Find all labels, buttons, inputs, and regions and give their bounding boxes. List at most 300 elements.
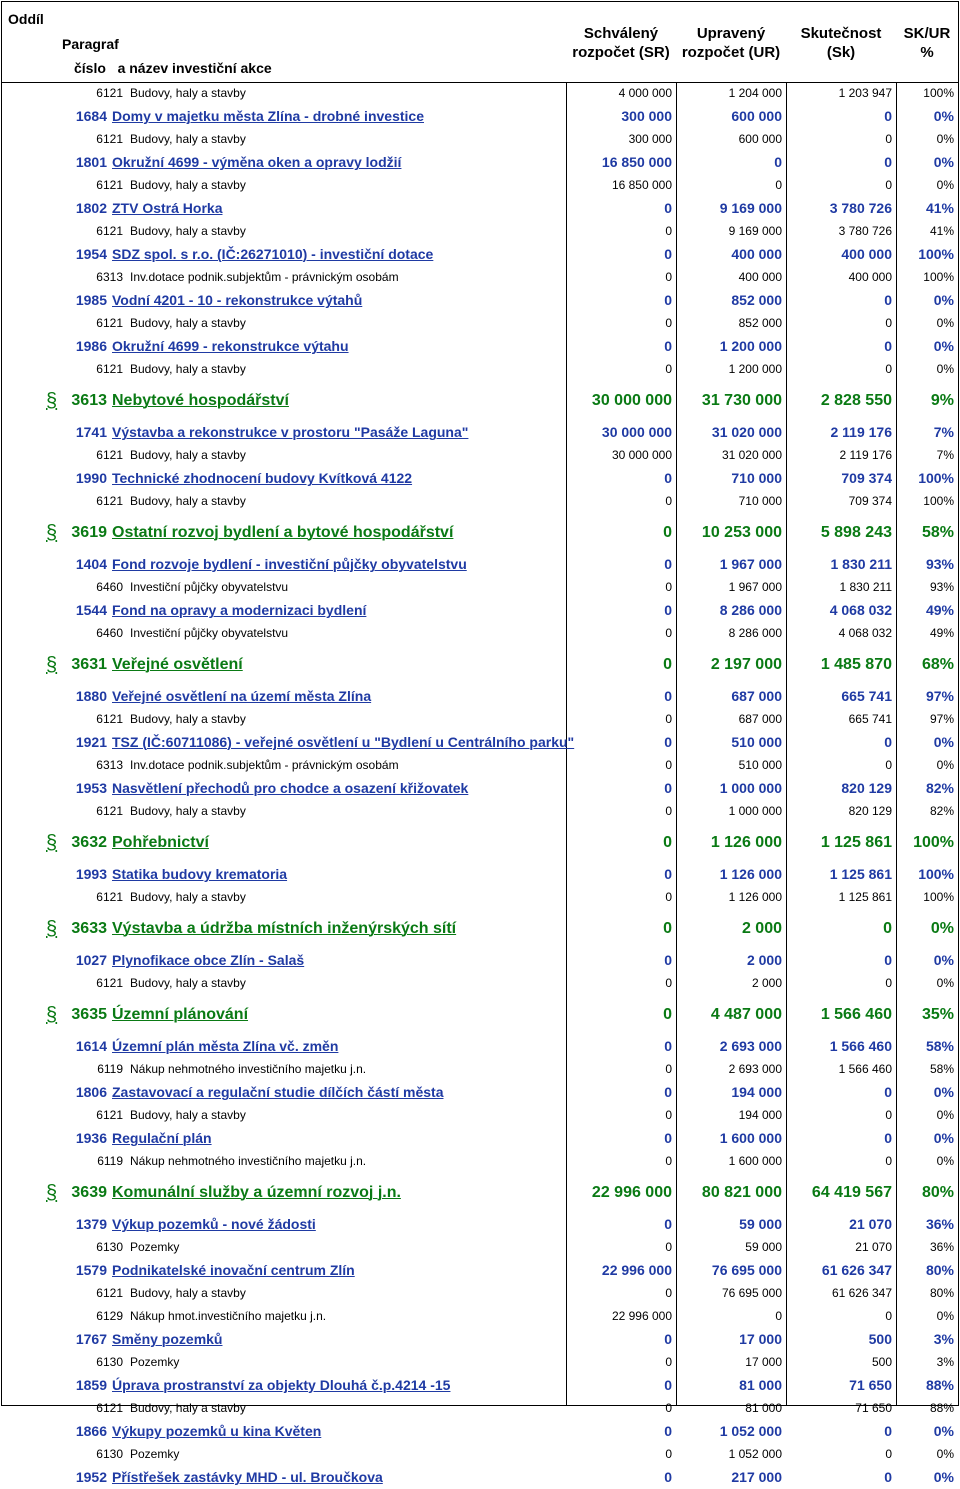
row-code: 6119 bbox=[97, 1154, 123, 1168]
row-name: Pozemky bbox=[130, 1240, 180, 1254]
project-row bbox=[2, 1466, 958, 1489]
cell-pct: 80% bbox=[921, 1184, 954, 1201]
cell-sr: 0 bbox=[664, 1084, 672, 1100]
item-row bbox=[2, 174, 958, 197]
cell-sk: 71 650 bbox=[849, 1377, 892, 1393]
section-icon: § bbox=[46, 522, 58, 544]
cell-ur: 31 020 000 bbox=[711, 424, 782, 440]
cell-pct: 7% bbox=[933, 424, 954, 440]
cell-pct: 0% bbox=[936, 1447, 954, 1461]
cell-sr: 0 bbox=[663, 524, 672, 541]
cell-sr: 300 000 bbox=[628, 132, 672, 146]
row-code: 6121 bbox=[96, 178, 123, 192]
row-name: Fond na opravy a modernizaci bydlení bbox=[112, 602, 367, 618]
row-name: Budovy, haly a stavby bbox=[130, 976, 246, 990]
cell-ur: 1 967 000 bbox=[728, 580, 782, 594]
cell-sr: 0 bbox=[664, 688, 672, 704]
cell-ur: 76 695 000 bbox=[711, 1262, 782, 1278]
cell-pct: 9% bbox=[930, 392, 954, 409]
cell-sk: 0 bbox=[884, 952, 892, 968]
cell-sr: 0 bbox=[665, 804, 672, 818]
cell-sr: 0 bbox=[664, 952, 672, 968]
cell-sr: 0 bbox=[665, 1240, 672, 1254]
item-row bbox=[2, 800, 958, 823]
cell-sk: 0 bbox=[884, 338, 892, 354]
row-name: Nasvětlení přechodů pro chodce a osazení křižovatek bbox=[112, 780, 469, 796]
cell-sk: 0 bbox=[884, 1130, 892, 1146]
project-row bbox=[2, 863, 958, 886]
paragraph-row bbox=[2, 381, 958, 421]
cell-sr: 0 bbox=[665, 316, 672, 330]
cell-ur: 1 967 000 bbox=[719, 556, 782, 572]
cell-pct: 97% bbox=[929, 712, 954, 726]
row-name: Územní plán města Zlína vč. změn bbox=[112, 1038, 339, 1054]
cell-sr: 0 bbox=[665, 976, 672, 990]
cell-ur: 9 169 000 bbox=[728, 224, 782, 238]
cell-ur: 76 695 000 bbox=[721, 1286, 782, 1300]
cell-pct: 0% bbox=[936, 976, 954, 990]
row-name: Technické zhodnocení budovy Kvítková 4122 bbox=[112, 470, 413, 486]
row-name: Územní plánování bbox=[112, 1006, 249, 1023]
row-name: Výstavba a údržba místních inženýrských sítí bbox=[112, 920, 457, 937]
cell-sr: 0 bbox=[665, 1154, 672, 1168]
cell-pct: 0% bbox=[936, 362, 954, 376]
cell-sr: 0 bbox=[664, 1423, 672, 1439]
cell-sr: 0 bbox=[665, 758, 672, 772]
header-sr-line1: Schválený bbox=[583, 25, 659, 42]
cell-sr: 0 bbox=[665, 1355, 672, 1369]
row-code: 1990 bbox=[75, 470, 107, 486]
cell-ur: 1 052 000 bbox=[719, 1423, 782, 1439]
cell-pct: 93% bbox=[925, 556, 954, 572]
cell-sk: 0 bbox=[884, 1423, 892, 1439]
cell-ur: 194 000 bbox=[731, 1084, 782, 1100]
row-code: 6129 bbox=[96, 1309, 123, 1323]
paragraph-row bbox=[2, 823, 958, 863]
paragraph-row bbox=[2, 995, 958, 1035]
project-row bbox=[2, 151, 958, 174]
cell-ur: 2 000 bbox=[751, 976, 782, 990]
row-code: 1579 bbox=[75, 1262, 107, 1278]
row-name: Budovy, haly a stavby bbox=[130, 712, 246, 726]
cell-sk: 400 000 bbox=[848, 270, 892, 284]
project-row bbox=[2, 1328, 958, 1351]
project-row bbox=[2, 553, 958, 576]
row-name: Směny pozemků bbox=[112, 1331, 223, 1347]
row-name: Budovy, haly a stavby bbox=[130, 178, 246, 192]
cell-pct: 58% bbox=[925, 1038, 954, 1054]
cell-sr: 22 996 000 bbox=[591, 1184, 672, 1201]
cell-sr: 30 000 000 bbox=[591, 392, 672, 409]
cell-sk: 0 bbox=[885, 316, 892, 330]
cell-sk: 1 203 947 bbox=[838, 86, 892, 100]
cell-sk: 64 419 567 bbox=[811, 1184, 892, 1201]
cell-pct: 68% bbox=[921, 656, 954, 673]
row-code: 3613 bbox=[71, 392, 107, 409]
row-code: 3619 bbox=[71, 524, 107, 541]
cell-pct: 0% bbox=[933, 1130, 954, 1146]
row-name: Budovy, haly a stavby bbox=[130, 494, 246, 508]
project-row bbox=[2, 335, 958, 358]
cell-sk: 500 bbox=[868, 1331, 892, 1347]
cell-ur: 600 000 bbox=[731, 108, 782, 124]
cell-ur: 17 000 bbox=[739, 1331, 782, 1347]
row-code: 1993 bbox=[75, 866, 107, 882]
cell-pct: 0% bbox=[933, 1084, 954, 1100]
row-name: Budovy, haly a stavby bbox=[130, 224, 246, 238]
cell-sk: 3 780 726 bbox=[829, 200, 892, 216]
cell-sr: 0 bbox=[665, 1401, 672, 1415]
row-name: Podnikatelské inovační centrum Zlín bbox=[112, 1262, 355, 1278]
item-row bbox=[2, 1351, 958, 1374]
cell-sk: 1 485 870 bbox=[820, 656, 892, 673]
cell-pct: 82% bbox=[925, 780, 954, 796]
row-code: 6460 bbox=[96, 580, 123, 594]
cell-sk: 4 068 032 bbox=[829, 602, 892, 618]
cell-ur: 217 000 bbox=[731, 1469, 782, 1485]
cell-sk: 820 129 bbox=[848, 804, 892, 818]
row-code: 1953 bbox=[75, 780, 107, 796]
cell-ur: 1 000 000 bbox=[728, 804, 782, 818]
cell-pct: 36% bbox=[929, 1240, 954, 1254]
cell-ur: 710 000 bbox=[738, 494, 782, 508]
cell-sr: 0 bbox=[665, 494, 672, 508]
project-row bbox=[2, 105, 958, 128]
cell-pct: 93% bbox=[929, 580, 954, 594]
cell-sk: 400 000 bbox=[841, 246, 892, 262]
cell-ur: 1 052 000 bbox=[728, 1447, 782, 1461]
header-sk-line1: Skutečnost bbox=[800, 25, 882, 42]
cell-ur: 1 200 000 bbox=[719, 338, 782, 354]
cell-ur: 59 000 bbox=[739, 1216, 782, 1232]
cell-sr: 0 bbox=[665, 1062, 672, 1076]
row-code: 6121 bbox=[96, 316, 123, 330]
cell-sk: 0 bbox=[884, 734, 892, 750]
cell-sk: 3 780 726 bbox=[838, 224, 892, 238]
cell-sk: 0 bbox=[884, 108, 892, 124]
cell-sk: 0 bbox=[884, 1084, 892, 1100]
row-code: 1936 bbox=[75, 1130, 107, 1146]
item-row bbox=[2, 444, 958, 467]
cell-sr: 0 bbox=[664, 338, 672, 354]
cell-ur: 1 600 000 bbox=[728, 1154, 782, 1168]
project-row bbox=[2, 421, 958, 444]
cell-ur: 852 000 bbox=[731, 292, 782, 308]
project-row bbox=[2, 289, 958, 312]
cell-ur: 31 730 000 bbox=[701, 392, 782, 409]
cell-sr: 0 bbox=[664, 292, 672, 308]
cell-ur: 2 197 000 bbox=[710, 656, 782, 673]
row-code: 6130 bbox=[96, 1447, 123, 1461]
row-name: Budovy, haly a stavby bbox=[130, 1286, 246, 1300]
row-code: 1921 bbox=[75, 734, 107, 750]
cell-pct: 0% bbox=[936, 758, 954, 772]
row-code: 3632 bbox=[71, 834, 107, 851]
cell-pct: 36% bbox=[925, 1216, 954, 1232]
row-name: Budovy, haly a stavby bbox=[130, 316, 246, 330]
cell-pct: 58% bbox=[921, 524, 954, 541]
cell-sk: 0 bbox=[884, 154, 892, 170]
row-name: Regulační plán bbox=[112, 1130, 212, 1146]
cell-pct: 88% bbox=[925, 1377, 954, 1393]
row-name: Budovy, haly a stavby bbox=[130, 1401, 246, 1415]
row-code: 1379 bbox=[75, 1216, 107, 1232]
cell-pct: 0% bbox=[930, 920, 954, 937]
cell-ur: 510 000 bbox=[731, 734, 782, 750]
cell-sr: 22 996 000 bbox=[611, 1309, 672, 1323]
cell-sk: 0 bbox=[883, 920, 892, 937]
cell-ur: 81 000 bbox=[739, 1377, 782, 1393]
cell-ur: 710 000 bbox=[731, 470, 782, 486]
cell-ur: 1 126 000 bbox=[719, 866, 782, 882]
project-row bbox=[2, 777, 958, 800]
cell-pct: 80% bbox=[929, 1286, 954, 1300]
project-row bbox=[2, 197, 958, 220]
budget-table bbox=[1, 1, 959, 1485]
cell-sk: 0 bbox=[885, 362, 892, 376]
section-icon: § bbox=[46, 832, 58, 854]
cell-sk: 1 566 460 bbox=[820, 1006, 892, 1023]
cell-sr: 16 850 000 bbox=[611, 178, 672, 192]
row-name: TSZ (IČ:60711086) - veřejné osvětlení u "Bydlení u Centrálního parku" bbox=[112, 734, 575, 750]
project-row bbox=[2, 731, 958, 754]
project-row bbox=[2, 1420, 958, 1443]
row-code: 1880 bbox=[75, 688, 107, 704]
cell-pct: 0% bbox=[933, 1423, 954, 1439]
cell-sk: 1 566 460 bbox=[838, 1062, 892, 1076]
cell-pct: 100% bbox=[918, 470, 954, 486]
item-row bbox=[2, 972, 958, 995]
cell-pct: 49% bbox=[925, 602, 954, 618]
cell-sk: 0 bbox=[885, 1108, 892, 1122]
row-name: Inv.dotace podnik.subjektům - právnickým osobám bbox=[130, 270, 399, 284]
paragraph-row bbox=[2, 513, 958, 553]
row-name: SDZ spol. s r.o. (IČ:26271010) - investiční dotace bbox=[112, 246, 434, 262]
cell-sr: 0 bbox=[664, 1331, 672, 1347]
cell-sk: 2 828 550 bbox=[820, 392, 892, 409]
cell-sr: 0 bbox=[665, 580, 672, 594]
row-code: 1952 bbox=[75, 1469, 107, 1485]
cell-sk: 4 068 032 bbox=[838, 626, 892, 640]
row-code: 6121 bbox=[96, 448, 123, 462]
cell-ur: 600 000 bbox=[738, 132, 782, 146]
cell-ur: 2 000 bbox=[741, 920, 782, 937]
project-row bbox=[2, 599, 958, 622]
cell-sk: 1 566 460 bbox=[829, 1038, 892, 1054]
item-row bbox=[2, 220, 958, 243]
cell-sk: 500 bbox=[871, 1355, 892, 1369]
cell-pct: 7% bbox=[936, 448, 954, 462]
row-code: 6121 bbox=[96, 1286, 123, 1300]
cell-pct: 100% bbox=[923, 890, 954, 904]
cell-ur: 9 169 000 bbox=[719, 200, 782, 216]
item-row bbox=[2, 754, 958, 777]
row-name: Domy v majetku města Zlína - drobné investice bbox=[112, 108, 424, 124]
cell-sk: 1 830 211 bbox=[830, 556, 892, 572]
project-row bbox=[2, 243, 958, 266]
row-name: Pozemky bbox=[130, 1447, 180, 1461]
cell-pct: 0% bbox=[933, 292, 954, 308]
cell-ur: 1 126 000 bbox=[710, 834, 782, 851]
cell-pct: 0% bbox=[933, 1469, 954, 1485]
section-icon: § bbox=[46, 918, 58, 940]
row-name: Pozemky bbox=[130, 1355, 180, 1369]
row-code: 6121 bbox=[96, 132, 123, 146]
cell-pct: 100% bbox=[913, 834, 954, 851]
cell-sr: 0 bbox=[664, 780, 672, 796]
cell-pct: 3% bbox=[936, 1355, 954, 1369]
cell-ur: 2 693 000 bbox=[728, 1062, 782, 1076]
cell-pct: 0% bbox=[933, 154, 954, 170]
cell-sk: 820 129 bbox=[841, 780, 892, 796]
row-code: 6121 bbox=[96, 976, 123, 990]
cell-sr: 30 000 000 bbox=[611, 448, 672, 462]
cell-sr: 300 000 bbox=[621, 108, 672, 124]
cell-sk: 709 374 bbox=[841, 470, 892, 486]
project-row bbox=[2, 1259, 958, 1282]
row-name: Zastavovací a regulační studie dílčích částí města bbox=[112, 1084, 444, 1100]
cell-pct: 0% bbox=[936, 1154, 954, 1168]
cell-pct: 100% bbox=[923, 86, 954, 100]
paragraph-row bbox=[2, 909, 958, 949]
row-code: 1684 bbox=[75, 108, 107, 124]
item-row bbox=[2, 708, 958, 731]
cell-sr: 0 bbox=[665, 1108, 672, 1122]
row-name: ZTV Ostrá Horka bbox=[112, 200, 223, 216]
row-code: 1027 bbox=[75, 952, 107, 968]
cell-sk: 71 650 bbox=[855, 1401, 892, 1415]
cell-sr: 0 bbox=[664, 734, 672, 750]
cell-sr: 0 bbox=[664, 1377, 672, 1393]
cell-sr: 0 bbox=[665, 1286, 672, 1300]
row-name: Pohřebnictví bbox=[112, 834, 209, 851]
row-code: 1859 bbox=[75, 1377, 107, 1393]
cell-pct: 0% bbox=[933, 338, 954, 354]
cell-ur: 10 253 000 bbox=[701, 524, 782, 541]
cell-sr: 0 bbox=[663, 656, 672, 673]
cell-pct: 58% bbox=[929, 1062, 954, 1076]
cell-ur: 0 bbox=[774, 154, 782, 170]
row-code: 1806 bbox=[75, 1084, 107, 1100]
cell-ur: 2 000 bbox=[746, 952, 782, 968]
cell-pct: 100% bbox=[918, 246, 954, 262]
cell-sk: 21 070 bbox=[855, 1240, 892, 1254]
item-row bbox=[2, 622, 958, 645]
header-pct bbox=[896, 24, 958, 62]
section-icon: § bbox=[46, 1004, 58, 1026]
cell-sk: 0 bbox=[884, 1469, 892, 1485]
header-sk bbox=[786, 24, 896, 62]
row-code: 6121 bbox=[96, 1108, 123, 1122]
cell-sr: 0 bbox=[664, 246, 672, 262]
row-code: 1866 bbox=[75, 1423, 107, 1439]
cell-sk: 0 bbox=[885, 1447, 892, 1461]
item-row bbox=[2, 358, 958, 381]
cell-pct: 0% bbox=[936, 1108, 954, 1122]
row-name: Investiční půjčky obyvatelstvu bbox=[130, 580, 289, 594]
row-code: 1741 bbox=[75, 424, 107, 440]
cell-sk: 665 741 bbox=[841, 688, 892, 704]
cell-ur: 1 126 000 bbox=[728, 890, 782, 904]
cell-sr: 0 bbox=[664, 200, 672, 216]
cell-sk: 2 119 176 bbox=[830, 424, 892, 440]
cell-ur: 17 000 bbox=[745, 1355, 782, 1369]
row-name: Statika budovy krematoria bbox=[112, 866, 288, 882]
row-name: Budovy, haly a stavby bbox=[130, 890, 246, 904]
row-code: 6121 bbox=[96, 804, 123, 818]
row-code: 6121 bbox=[96, 890, 123, 904]
item-row bbox=[2, 490, 958, 513]
cell-sr: 0 bbox=[665, 1447, 672, 1461]
paragraph-row bbox=[2, 1173, 958, 1213]
cell-pct: 100% bbox=[918, 866, 954, 882]
item-row bbox=[2, 1104, 958, 1127]
row-name: Vodní 4201 - 10 - rekonstrukce výtahů bbox=[112, 292, 363, 308]
header-pct-line2: % bbox=[920, 44, 934, 61]
row-name: Plynofikace obce Zlín - Salaš bbox=[112, 952, 305, 968]
cell-sk: 0 bbox=[885, 976, 892, 990]
row-code: 1614 bbox=[75, 1038, 107, 1054]
project-row bbox=[2, 1127, 958, 1150]
project-row bbox=[2, 467, 958, 490]
cell-sr: 16 850 000 bbox=[601, 154, 672, 170]
cell-sr: 22 996 000 bbox=[601, 1262, 672, 1278]
cell-sr: 0 bbox=[663, 834, 672, 851]
project-row bbox=[2, 1374, 958, 1397]
row-name: Výstavba a rekonstrukce v prostoru "Pasáže Laguna" bbox=[112, 424, 469, 440]
table-header bbox=[2, 2, 958, 83]
header-sk-line2: (Sk) bbox=[826, 44, 856, 61]
row-name: Nebytové hospodářství bbox=[112, 392, 289, 409]
row-code: 6121 bbox=[96, 494, 123, 508]
row-code: 6121 bbox=[96, 712, 123, 726]
item-row bbox=[2, 1443, 958, 1466]
header-sr bbox=[566, 24, 676, 62]
row-name: Fond rozvoje bydlení - investiční půjčky obyvatelstvu bbox=[112, 556, 467, 572]
cell-sr: 0 bbox=[664, 1130, 672, 1146]
row-code: 1802 bbox=[75, 200, 107, 216]
cell-pct: 100% bbox=[923, 494, 954, 508]
row-name: Budovy, haly a stavby bbox=[130, 362, 246, 376]
header-ur-line2: rozpočet (UR) bbox=[681, 44, 781, 61]
header-sr-line2: rozpočet (SR) bbox=[572, 44, 670, 61]
cell-pct: 41% bbox=[929, 224, 954, 238]
item-row bbox=[2, 1058, 958, 1081]
cell-pct: 0% bbox=[933, 108, 954, 124]
cell-ur: 2 693 000 bbox=[719, 1038, 782, 1054]
cell-sr: 0 bbox=[663, 920, 672, 937]
row-code: 3635 bbox=[71, 1006, 107, 1023]
header-oddil: Oddíl bbox=[8, 11, 44, 27]
row-code: 3631 bbox=[71, 656, 107, 673]
cell-pct: 49% bbox=[929, 626, 954, 640]
item-row bbox=[2, 1150, 958, 1173]
row-name: Nákup nehmotného investičního majetku j.n. bbox=[130, 1062, 367, 1076]
cell-sk: 709 374 bbox=[848, 494, 892, 508]
cell-sr: 0 bbox=[665, 712, 672, 726]
cell-sk: 61 626 347 bbox=[821, 1262, 892, 1278]
row-name: Veřejné osvětlení na území města Zlína bbox=[112, 688, 372, 704]
item-row bbox=[2, 576, 958, 599]
row-code: 1404 bbox=[75, 556, 107, 572]
item-row bbox=[2, 312, 958, 335]
row-code: 6460 bbox=[96, 626, 123, 640]
cell-ur: 852 000 bbox=[738, 316, 782, 330]
row-name: Budovy, haly a stavby bbox=[130, 1108, 246, 1122]
cell-sk: 1 830 211 bbox=[839, 580, 892, 594]
cell-ur: 80 821 000 bbox=[701, 1184, 782, 1201]
header-paragraf: Paragraf bbox=[62, 36, 119, 52]
